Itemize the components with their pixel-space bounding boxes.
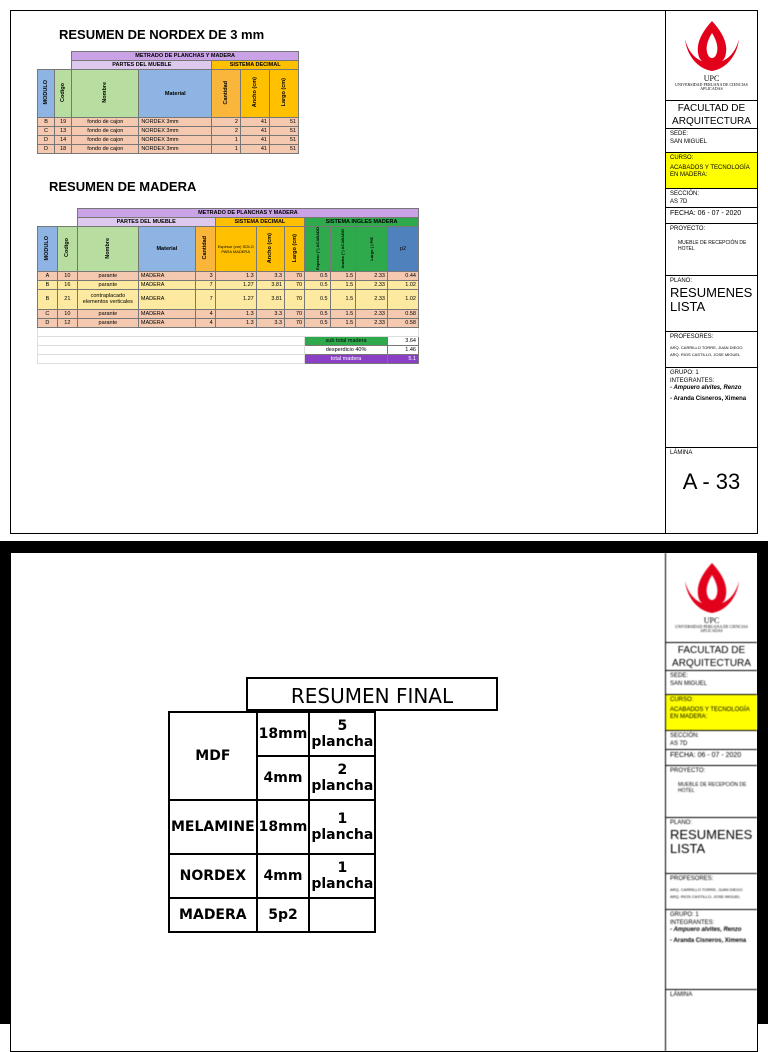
upc-logo-icon <box>681 561 743 615</box>
madera-table <box>37 208 419 364</box>
madera-group1: PARTES DEL MUEBLE <box>77 218 215 227</box>
fecha-cell: FECHA: 06 - 07 - 2020 <box>666 208 757 224</box>
title-block-2 <box>665 553 757 1051</box>
upc-logo: UPC UNIVERSIDAD PERUANA DE CIENCIAS APLICADAS <box>666 553 757 643</box>
seccion-cell: SECCIÓN: AS 7D <box>666 189 757 208</box>
table-row: B 19 fondo de cajon NORDEX 3mm 2 41 51 <box>38 118 299 127</box>
plano-cell: PLANO: RESUMENES LISTA <box>666 276 757 332</box>
faculty: FACULTAD DE ARQUITECTURA <box>666 643 757 671</box>
madera-h-espesor-in: Espesor (") ACABADO <box>305 227 331 272</box>
sede-cell: SEDE: SAN MIGUEL <box>666 671 757 695</box>
lamina-cell: LÁMINA <box>670 992 693 998</box>
table-row: C 10 parante MADERA 4 1.3 3.3 70 0.5 1.5 2.33 0.58 <box>38 309 419 318</box>
madera-h-largo-pie: Largo ( ) PIE <box>356 227 388 272</box>
table-row: MADERA 5p2 <box>169 898 375 932</box>
proyecto-cell: PROYECTO: MUEBLE DE RECEPCIÓN DE HOTEL <box>666 766 757 818</box>
madera-title: RESUMEN DE MADERA <box>49 179 197 194</box>
plano-cell: PLANO: RESUMENES LISTA <box>666 818 757 874</box>
upc-logo: UPC UNIVERSIDAD PERUANA DE CIENCIAS APLICADAS <box>666 11 757 101</box>
nordex-h-ancho: Ancho (cm) <box>240 70 269 118</box>
nordex-title: RESUMEN DE NORDEX DE 3 mm <box>59 27 265 42</box>
profesores-cell: PROFESORES: ARQ. CARRILLO TORRE, JUAN DIEGO ARQ. RIOS CASTILLO, JOSE MIGUEL <box>666 332 757 368</box>
madera-h-p2: p2 <box>388 227 419 272</box>
fecha-cell: FECHA: 06 - 07 - 2020 <box>666 750 757 766</box>
madera-h-ancho: Ancho (cm) <box>256 227 284 272</box>
madera-h-material: Material <box>138 227 195 272</box>
resumen-final-table <box>168 711 376 933</box>
madera-h-nombre: Nombre <box>77 227 138 272</box>
summary-row: total madera 5.1 <box>38 354 419 363</box>
nordex-h-cantidad: Cantidad <box>212 70 241 118</box>
seccion-cell: SECCIÓN: AS 7D <box>666 731 757 750</box>
grupo-cell: GRUPO: 1 INTEGRANTES: - Ampuero alvites, Renzo - Aranda Cisneros, Ximena <box>666 368 757 448</box>
sede-cell: SEDE: SAN MIGUEL <box>666 129 757 153</box>
lamina-sheet-2 <box>10 552 758 1052</box>
grupo-cell: GRUPO: 1 INTEGRANTES: - Ampuero alvites, Renzo - Aranda Cisneros, Ximena <box>666 910 757 990</box>
summary-row: desperdicio 40% 1.46 <box>38 345 419 354</box>
table-row: MDF 18mm 5 plancha <box>169 712 375 756</box>
resumen-final-title: RESUMEN FINAL <box>246 677 498 711</box>
madera-group3: SISTEMA INGLES MADERA <box>305 218 419 227</box>
proyecto-cell: PROYECTO: MUEBLE DE RECEPCIÓN DE HOTEL <box>666 224 757 276</box>
faculty: FACULTAD DE ARQUITECTURA <box>666 101 757 129</box>
madera-h-ancho-in: Ancho (") ACABADO <box>330 227 356 272</box>
nordex-h-codigo: Codigo <box>55 70 72 118</box>
title-block <box>665 11 757 533</box>
nordex-table <box>37 51 299 154</box>
table-row: D 14 fondo de cajon NORDEX 3mm 1 41 51 <box>38 136 299 145</box>
nordex-h-nombre: Nombre <box>72 70 139 118</box>
lamina-sheet-1 <box>10 10 758 534</box>
curso-cell: CURSO: ACABADOS Y TECNOLOGÍA EN MADERA: <box>666 695 757 731</box>
madera-group2: SISTEMA DECIMAL <box>215 218 304 227</box>
nordex-h-material: Material <box>139 70 212 118</box>
madera-h-largo: Largo (cm) <box>285 227 305 272</box>
table-row: MELAMINE 18mm 1 plancha <box>169 800 375 854</box>
table-row: B 16 parante MADERA 7 1.27 3.81 70 0.5 1.5 2.33 1.02 <box>38 280 419 289</box>
madera-h-espesor: Espesor (cm) SOLO PARA MADERA <box>215 227 256 272</box>
nordex-h-modulo: MODULO <box>38 70 55 118</box>
nordex-group1: PARTES DEL MUEBLE <box>72 61 212 70</box>
madera-band: METRADO DE PLANCHAS Y MADERA <box>77 209 418 218</box>
madera-h-modulo: MODULO <box>38 227 58 272</box>
table-row: A 10 parante MADERA 3 1.3 3.3 70 0.5 1.5 2.33 0.44 <box>38 271 419 280</box>
table-row: D 18 fondo de cajon NORDEX 3mm 1 41 51 <box>38 145 299 154</box>
nordex-band: METRADO DE PLANCHAS Y MADERA <box>72 52 299 61</box>
summary-row: sub total madera 3.64 <box>38 336 419 345</box>
table-row: 4mm 2 plancha <box>169 756 375 800</box>
profesores-cell: PROFESORES: ARQ. CARRILLO TORRE, JUAN DIEGO ARQ. RIOS CASTILLO, JOSE MIGUEL <box>666 874 757 910</box>
curso-cell: CURSO: ACABADOS Y TECNOLOGÍA EN MADERA: <box>666 153 757 189</box>
madera-h-cantidad: Cantidad <box>195 227 215 272</box>
table-row: C 13 fondo de cajon NORDEX 3mm 2 41 51 <box>38 127 299 136</box>
upc-logo-icon <box>681 19 743 73</box>
madera-h-codigo: Codigo <box>57 227 77 272</box>
table-row: NORDEX 4mm 1 plancha <box>169 854 375 898</box>
lamina-cell: LÁMINA A - 33 <box>670 450 741 494</box>
nordex-h-largo: Largo (cm) <box>269 70 298 118</box>
table-row: D 12 parante MADERA 4 1.3 3.3 70 0.5 1.5 2.33 0.58 <box>38 318 419 327</box>
table-row: B 21 contraplacado elementos verticales MADERA 7 1.27 3.81 70 0.5 1.5 2.33 1.02 <box>38 289 419 309</box>
nordex-group2: SISTEMA DECIMAL <box>212 61 299 70</box>
